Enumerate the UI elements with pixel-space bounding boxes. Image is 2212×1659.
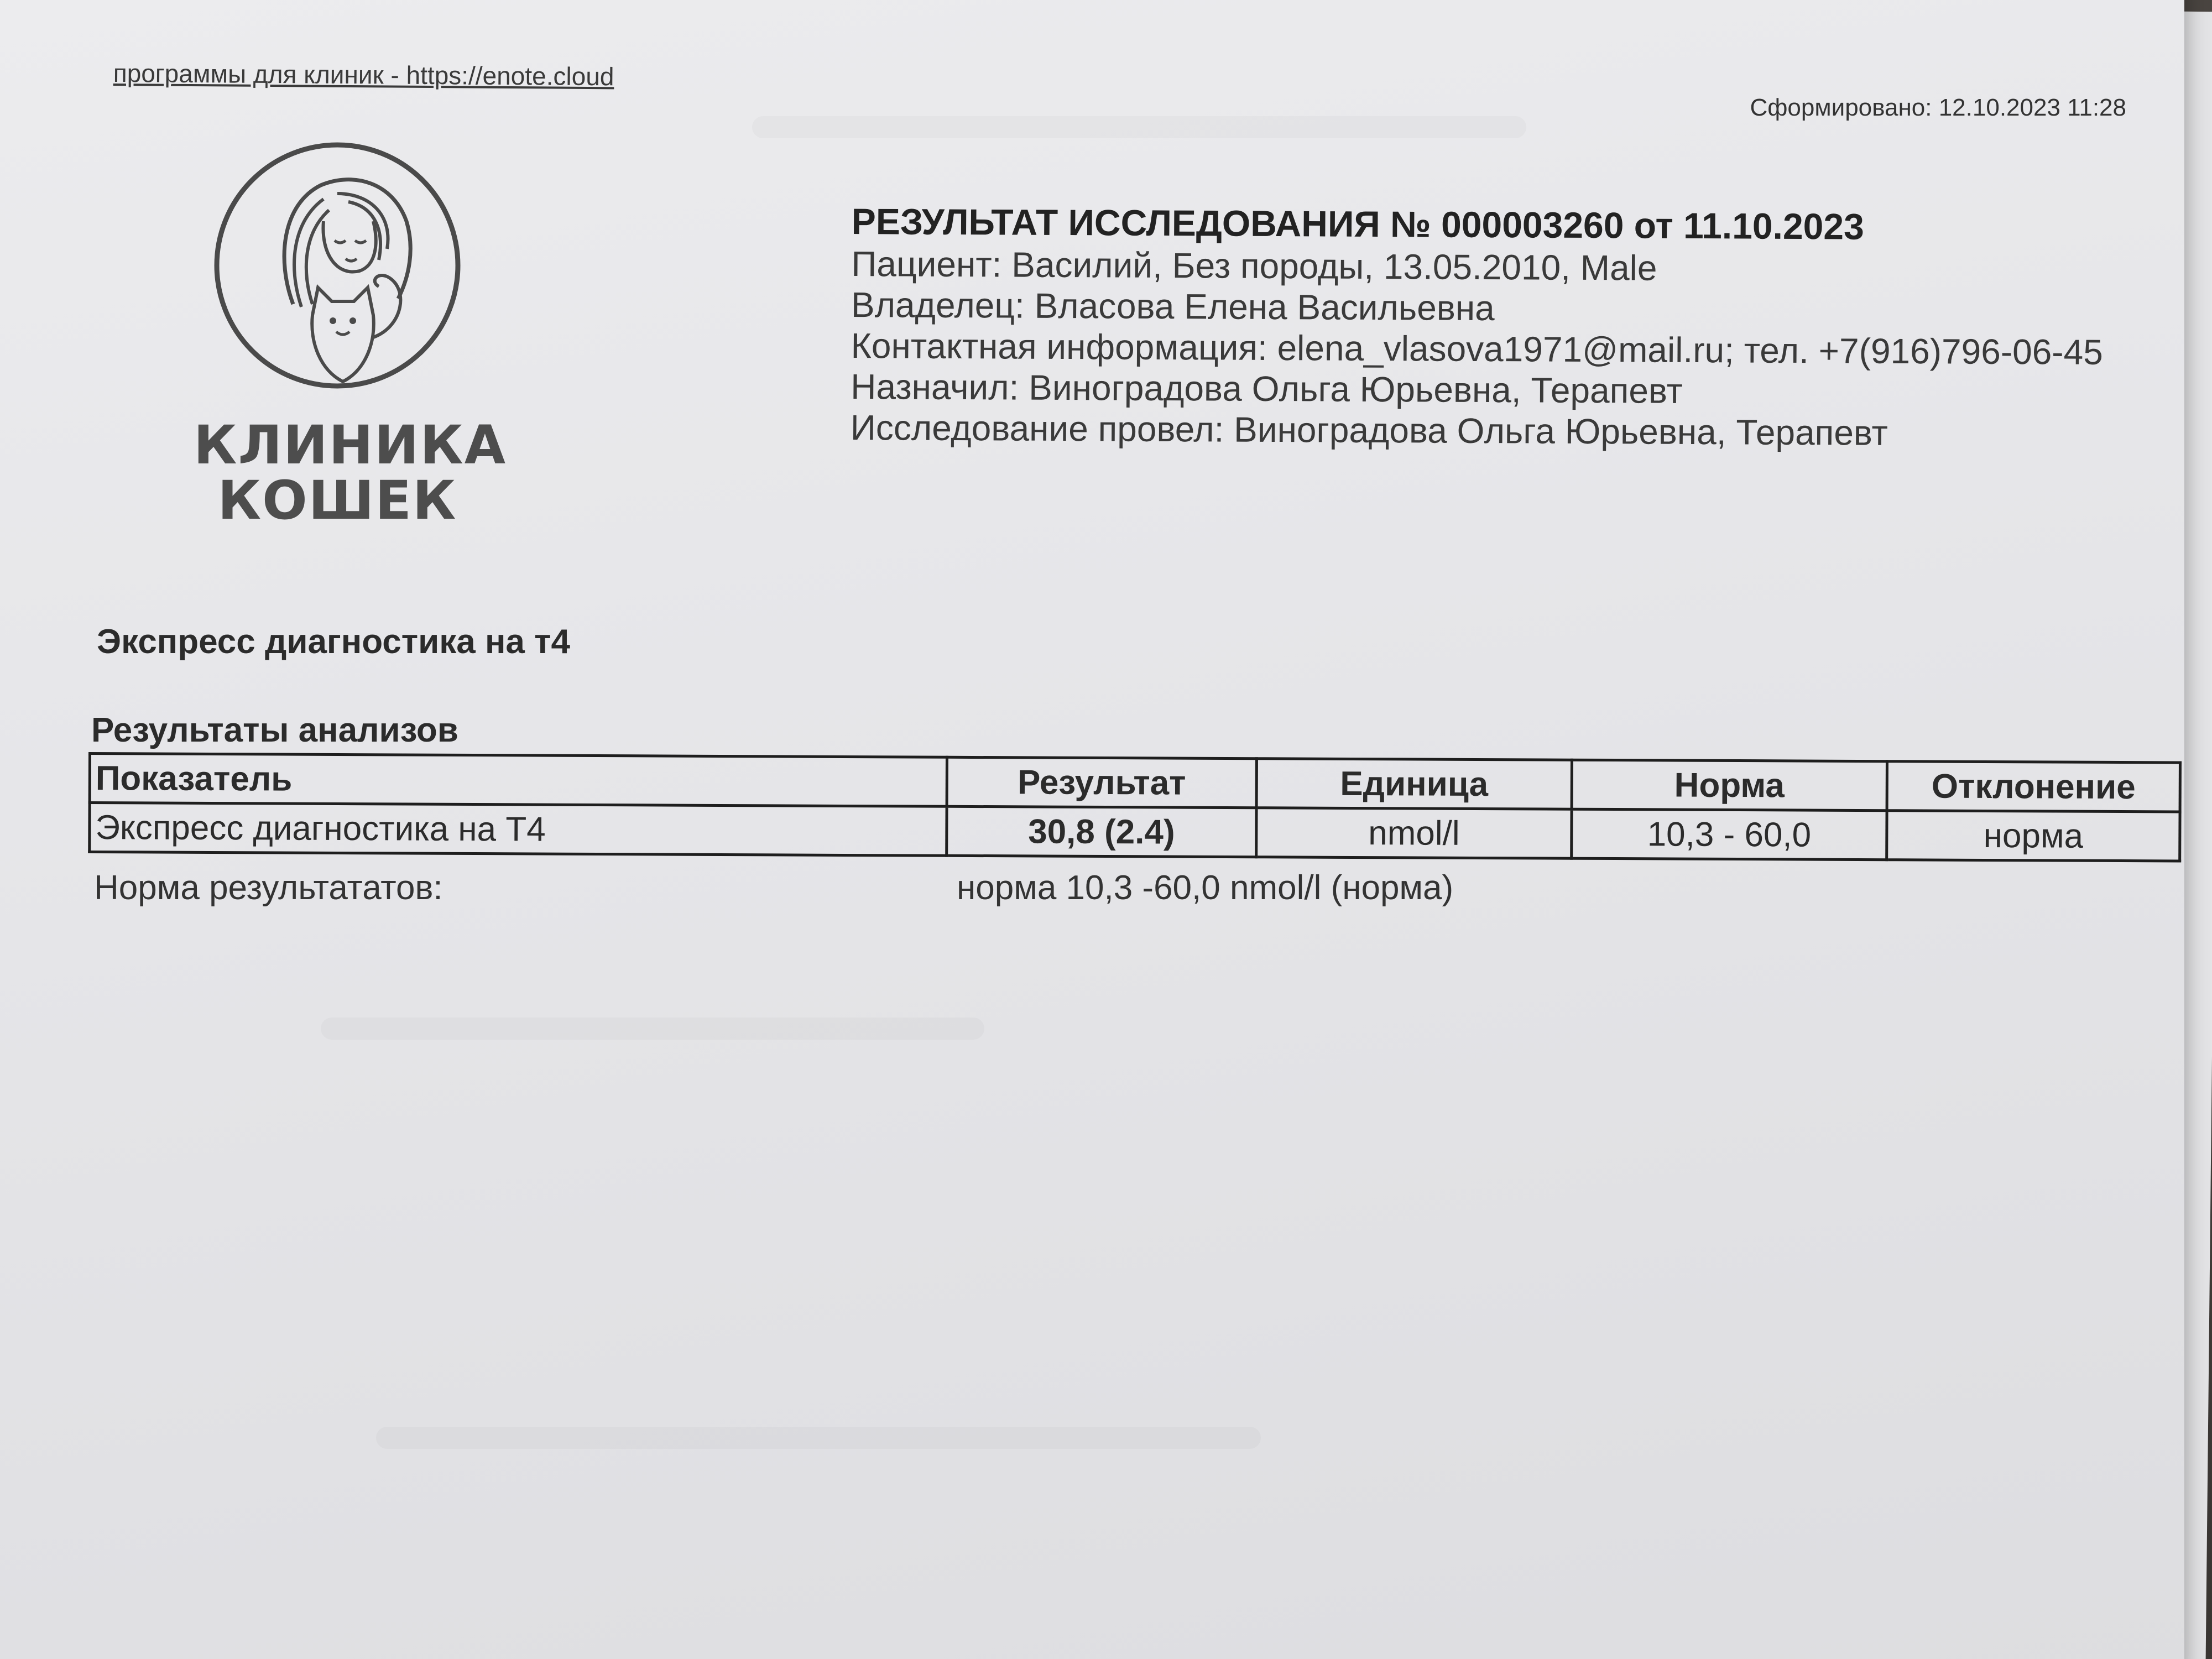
column-header: Отклонение (1887, 761, 2180, 812)
bleed-through (321, 1018, 984, 1040)
results-table (88, 752, 2182, 863)
bleed-through (752, 116, 1526, 138)
software-link[interactable]: программы для клиник - https://enote.cloud (113, 58, 614, 91)
norm-cell: 10,3 - 60,0 (1572, 809, 1887, 859)
norm-value: норма 10,3 -60,0 nmol/l (норма) (957, 869, 1454, 907)
generated-timestamp: Сформировано: 12.10.2023 11:28 (1750, 94, 2126, 121)
clinic-logo (194, 138, 507, 531)
test-name: Экспресс диагностика на т4 (97, 623, 570, 661)
clinic-name-line1: КЛИНИКА (194, 414, 507, 476)
assigned-line: Назначил: Виноградова Ольга Юрьевна, Терапевт (851, 366, 1683, 411)
column-header: Результат (947, 757, 1256, 807)
column-header: Единица (1256, 759, 1572, 809)
norm-label: Норма результататов: (94, 869, 443, 907)
performed-line: Исследование провел: Виноградова Ольга Юрьевна, Терапевт (850, 407, 1888, 453)
unit-cell: nmol/l (1256, 808, 1572, 858)
column-header: Показатель (90, 754, 947, 807)
table-row (90, 803, 2180, 861)
clinic-name-line2: КОШЕК (217, 469, 457, 531)
results-heading: Результаты анализов (91, 711, 458, 749)
report-info (851, 199, 2151, 455)
clinic-name (194, 414, 507, 531)
deviation-cell: норма (1887, 811, 2180, 861)
table-header-row (90, 754, 2180, 812)
result-cell: 30,8 (2.4) (947, 806, 1256, 857)
indicator-cell: Экспресс диагностика на Т4 (90, 803, 947, 856)
woman-with-cat-logo-icon (210, 138, 465, 393)
patient-line: Пациент: Василий, Без породы, 13.05.2010, Male (851, 243, 1657, 288)
owner-line: Владелец: Власова Елена Васильевна (851, 284, 1495, 328)
column-header: Норма (1572, 760, 1887, 810)
contact-line: Контактная информация: elena_vlasova1971@mail.ru; тел. +7(916)796-06-45 (851, 325, 2103, 372)
bleed-through (376, 1427, 1261, 1449)
report-title: РЕЗУЛЬТАТ ИССЛЕДОВАНИЯ № 000003260 от 11.10.2023 (851, 200, 1864, 247)
